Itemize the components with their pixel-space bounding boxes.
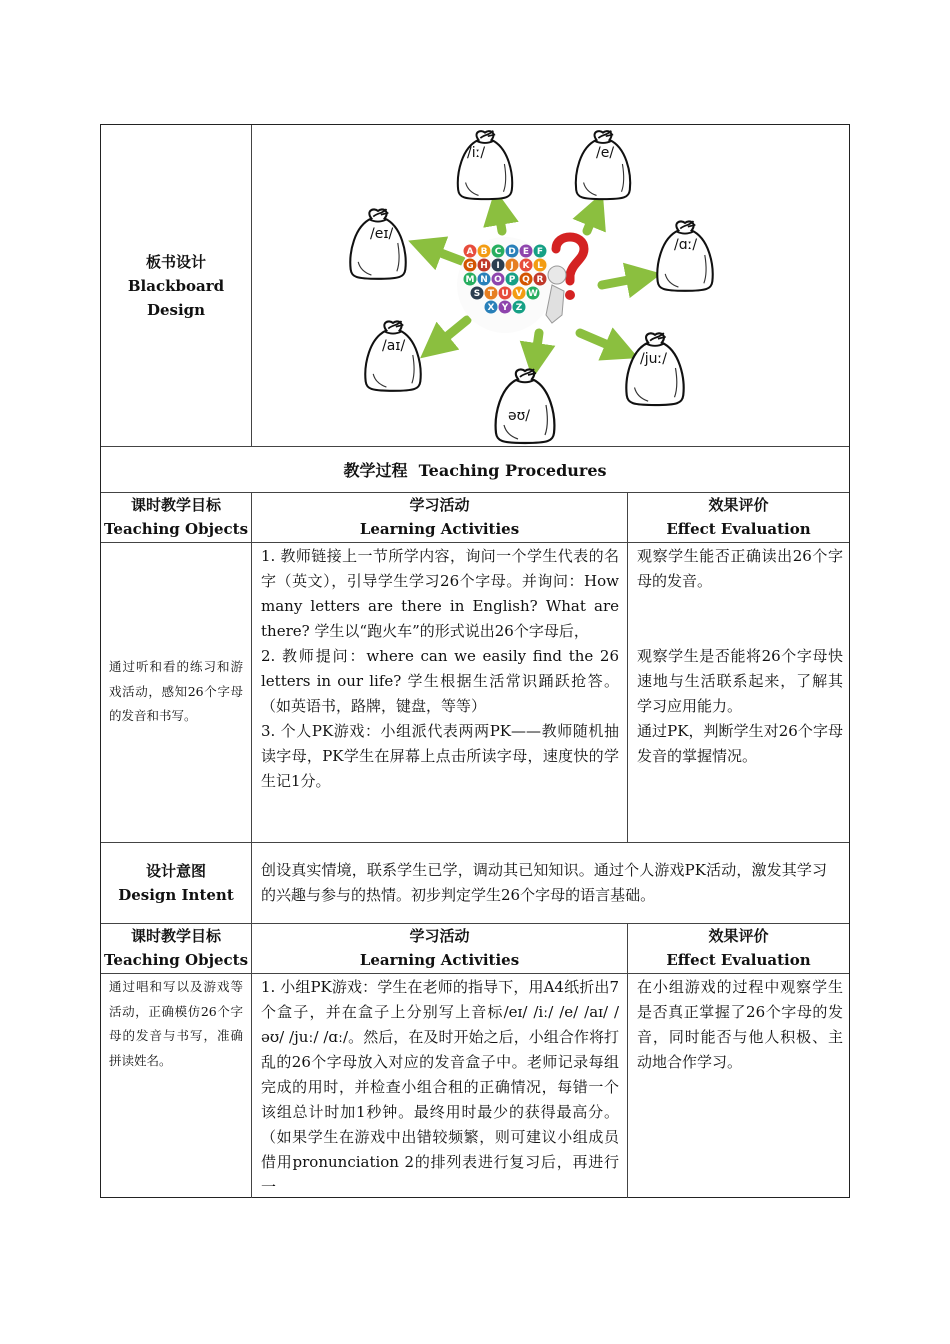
letter-glyph: Y	[501, 303, 509, 314]
design-intent-text: 创设真实情境，联系学生已学，调动其已知知识。通过个人游戏PK活动，激发其学习的兴趣与参与的热情。初步判定学生26个字母的语言基础。	[261, 860, 827, 904]
letter-glyph: H	[480, 261, 488, 272]
header-evaluation-cn: 效果评价	[708, 927, 769, 945]
question-figure	[546, 237, 584, 323]
blackboard-label-cn: 板书设计	[145, 252, 206, 271]
lesson-plan-table	[100, 124, 850, 1198]
objective-2-text: 通过唱和写以及游戏等活动，正确模仿26个字母的发音与书写，准确拼读姓名。	[109, 979, 243, 1068]
letter-glyph: Z	[515, 303, 523, 314]
bag-label: əʊ/	[508, 408, 530, 424]
letter-glyph: J	[510, 261, 514, 272]
blackboard-label-en-1: Blackboard	[127, 276, 225, 295]
activities-1	[252, 542, 627, 842]
letter-glyph: G	[466, 261, 474, 272]
letter-glyph: B	[480, 247, 488, 258]
blackboard-label-en-2: Design	[146, 300, 206, 319]
letter-glyph: O	[494, 275, 502, 286]
activity-2-text: 1. 小组PK游戏：学生在老师的指导下，用A4纸折出7个盒子，并在盒子上分别写上音标/eɪ/ /iː/ /e/ /aɪ/ /əʊ/ /juː/ /ɑː/。然后，在及时开始之后，小组合作将打乱的26个字母放入对应的发音盒子中。老师记录每组完成的用时，并检查小组合租的正确情况，每错一个该组总计时加1秒钟。最终用时最少的获得最高分。（如果学生在游戏中出错较频繁，则可建议小组成员借用pronunciation 2的排列表进行复习后，再进行一	[261, 978, 619, 1196]
header-evaluation-cn: 效果评价	[708, 496, 769, 514]
bag-label: /aɪ/	[382, 338, 406, 354]
letter-glyph: E	[522, 247, 530, 258]
letter-glyph: W	[528, 289, 538, 300]
blackboard-label	[101, 125, 251, 446]
bag-label: /iː/	[467, 145, 486, 161]
letter-glyph: D	[508, 247, 516, 258]
header-activities-cn: 学习活动	[409, 496, 470, 514]
header-activities-en: Learning Activities	[359, 520, 520, 538]
header-evaluation-en: Effect Evaluation	[666, 951, 811, 969]
letter-glyph: P	[508, 275, 516, 286]
design-intent-cn: 设计意图	[145, 861, 206, 880]
letter-glyph: F	[536, 247, 544, 258]
header-activities-cn: 学习活动	[409, 927, 470, 945]
evaluation-1-item: 通过PK，判断学生对26个字母发音的掌握情况。	[637, 722, 843, 765]
letter-glyph: N	[480, 275, 488, 286]
letter-glyph: I	[496, 261, 500, 272]
evaluation-1-item: 观察学生是否能将26个字母快速地与生活联系起来，了解其学习应用能力。	[637, 647, 843, 715]
letter-glyph: M	[465, 275, 475, 286]
procedures-title-cn: 教学过程	[343, 460, 408, 480]
letter-glyph: V	[515, 289, 523, 300]
header-objects-cn: 课时教学目标	[130, 927, 221, 945]
bag-label: /juː/	[640, 351, 667, 367]
evaluation-1	[628, 542, 849, 842]
header-activities-2	[252, 923, 627, 973]
objective-1	[101, 542, 251, 842]
phonics-diagram-svg	[252, 125, 849, 446]
header-objects	[101, 492, 251, 542]
bag-label: /ɑː/	[674, 237, 698, 253]
letter-glyph: X	[487, 303, 495, 314]
header-evaluation-en: Effect Evaluation	[666, 520, 811, 538]
bag-label: /e/	[596, 145, 615, 161]
header-objects-en: Teaching Objects	[103, 951, 249, 969]
procedures-title-en: Teaching Procedures	[418, 460, 607, 480]
letter-glyph: A	[466, 247, 474, 258]
letter-glyph: L	[537, 261, 543, 272]
design-intent-label	[101, 842, 251, 923]
evaluation-1-item: 观察学生能否正确读出26个字母的发音。	[637, 547, 843, 590]
bag-label: /eɪ/	[370, 226, 394, 242]
procedures-title	[101, 446, 849, 492]
evaluation-2-text: 在小组游戏的过程中观察学生是否真正掌握了26个字母的发音，同时能否与他人积极、主动地合作学习。	[637, 978, 843, 1071]
activity-1-item: 1. 教师链接上一节所学内容，询问一个学生代表的名字（英文），引导学生学习26个字母。并询问：How many letters are there in English? What are there? 学生以“跑火车”的形式说出26个字母后，	[261, 547, 619, 640]
design-intent-content	[252, 842, 849, 923]
header-evaluation-2	[628, 923, 849, 973]
objective-1-text: 通过听和看的练习和游戏活动，感知26个字母的发音和书写。	[109, 659, 243, 724]
letter-glyph: R	[536, 275, 544, 286]
activity-1-item: 3. 个人PK游戏：小组派代表两两PK——教师随机抽读字母，PK学生在屏幕上点击所读字母，速度快的学生记1分。	[261, 722, 619, 790]
letter-glyph: Q	[522, 275, 530, 286]
activity-1-item: 2. 教师提问：where can we easily find the 26 letters in our life? 学生根据生活常识踊跃抢答。（如英语书，路牌，键盘，等等）	[261, 647, 619, 715]
letter-glyph: S	[473, 289, 481, 300]
header-activities	[252, 492, 627, 542]
activities-2	[252, 973, 627, 1198]
letter-glyph: T	[487, 289, 495, 300]
design-intent-en: Design Intent	[118, 885, 234, 904]
header-objects-2	[101, 923, 251, 973]
header-objects-cn: 课时教学目标	[130, 496, 221, 514]
objective-2	[101, 973, 251, 1198]
alphabet-cluster	[457, 237, 553, 333]
letter-glyph: U	[501, 289, 509, 300]
header-evaluation	[628, 492, 849, 542]
letter-glyph: C	[494, 247, 502, 258]
letter-glyph: K	[522, 261, 530, 272]
header-objects-en: Teaching Objects	[103, 520, 249, 538]
evaluation-2	[628, 973, 849, 1198]
blackboard-diagram	[252, 125, 849, 446]
header-activities-en: Learning Activities	[359, 951, 520, 969]
